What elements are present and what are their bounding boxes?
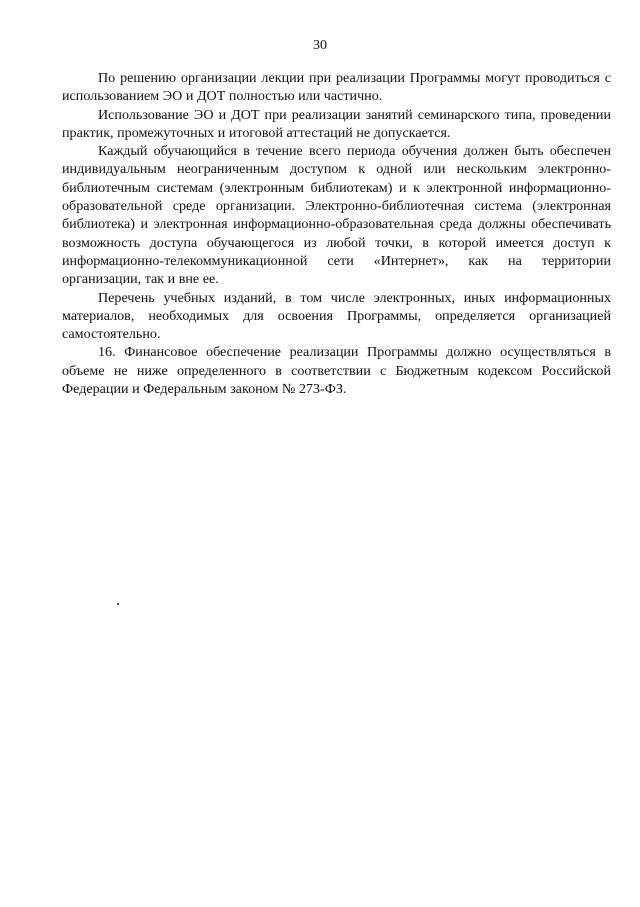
- paragraph-library-access: Каждый обучающийся в течение всего периода обучения должен быть обеспечен индивидуальным неограниченным доступом к одной или нескольким электронно-библиотечным системам (электронным библиотекам) и к электронной информационно-образовательной среде организации. Электронно-библиотечная система (электронная библиотека) и электронная информационно-образовательная среда должны обеспечивать возможность доступа обучающегося из любой точки, в которой имеется доступ к информационно-телекоммуникационной сети «Интернет», как на территории организации, так и вне ее.: [62, 143, 611, 288]
- document-body: [62, 69, 611, 398]
- scan-speck: [117, 603, 119, 605]
- paragraph-financial-support: 16. Финансовое обеспечение реализации Программы должно осуществляться в объеме не ниже определенного в соответствии с Бюджетным кодексом Российской Федерации и Федеральным законом № 273-ФЗ.: [62, 344, 611, 398]
- page-number: 30: [313, 38, 327, 53]
- paragraph-seminars-restriction: Использование ЭО и ДОТ при реализации занятий семинарского типа, проведении практик, промежуточных и итоговой аттестаций не допускается.: [62, 106, 611, 141]
- paragraph-lectures-eo-dot: По решению организации лекции при реализации Программы могут проводиться с использованием ЭО и ДОТ полностью или частично.: [62, 70, 611, 105]
- paragraph-educational-materials: Перечень учебных изданий, в том числе электронных, иных информационных материалов, необходимых для освоения Программы, определяется организацией самостоятельно.: [62, 289, 611, 343]
